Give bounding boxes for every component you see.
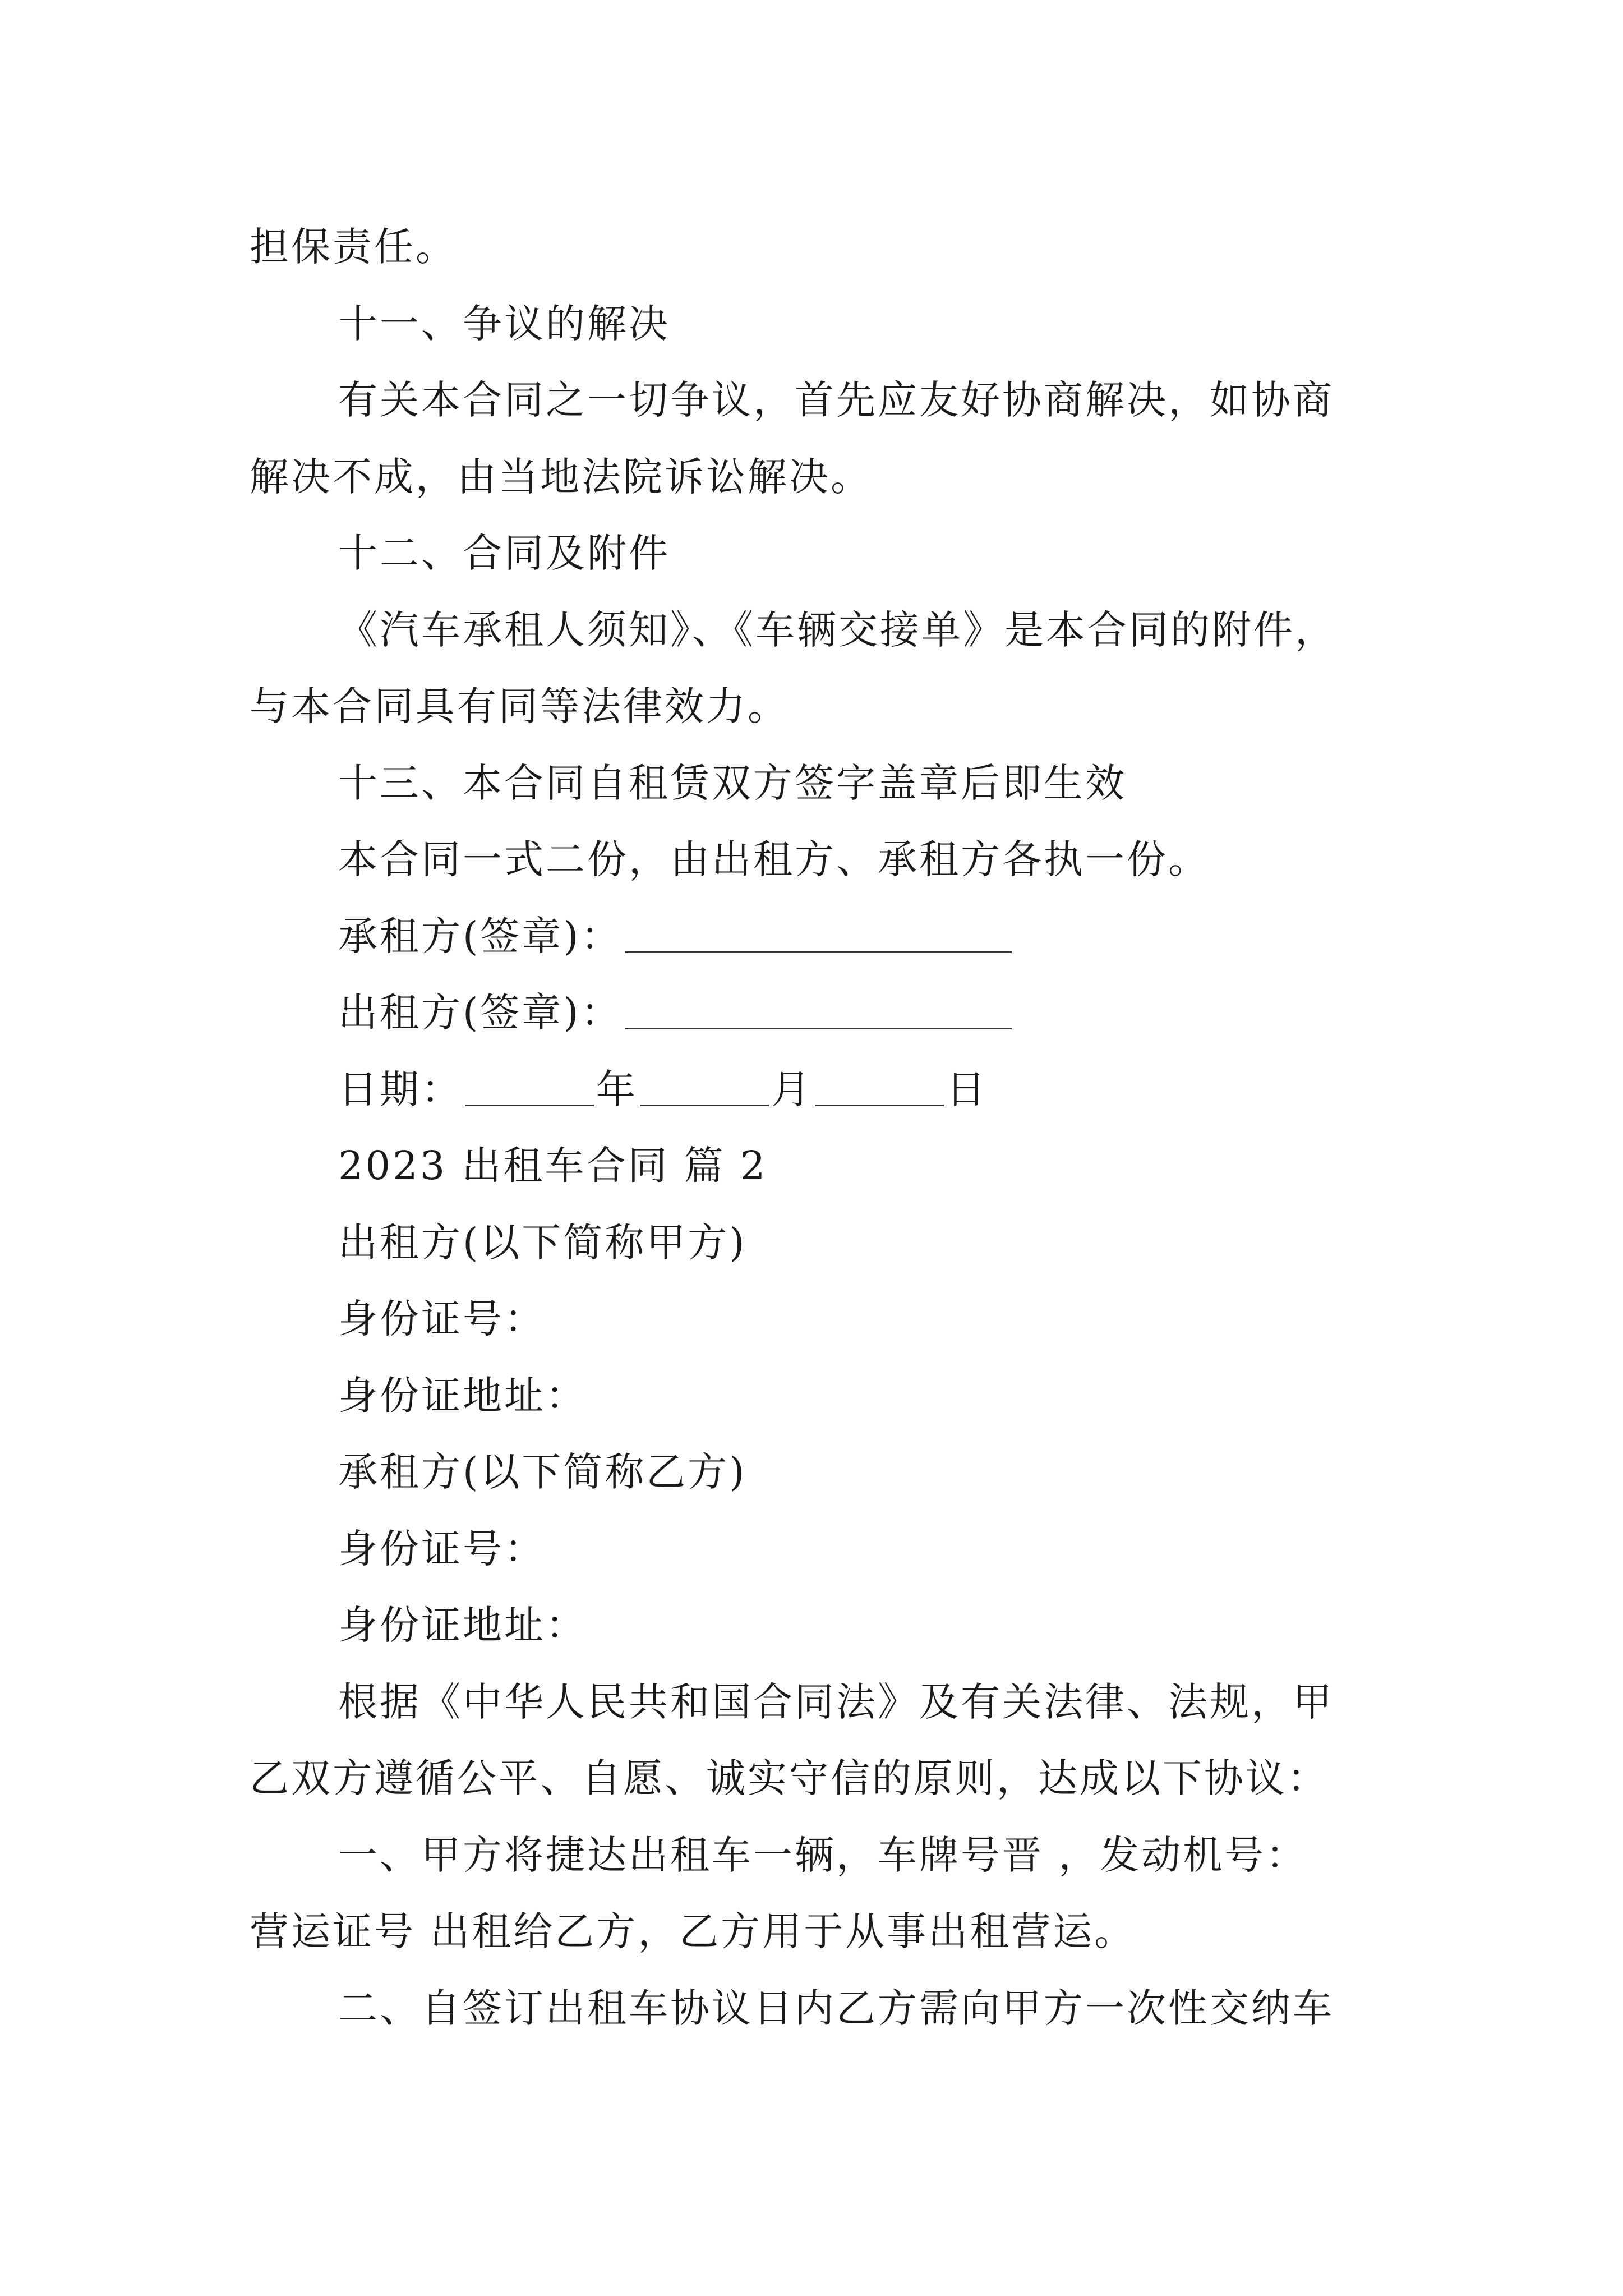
- lessee-id-address: 身份证地址：: [338, 1602, 587, 1648]
- lessee-signature-label: 承租方(签章)：: [338, 913, 623, 959]
- clause-2-line: 二、自签订出租车协议日内乙方需向甲方一次性交纳车: [338, 1985, 1334, 2031]
- month-blank: [640, 1065, 769, 1106]
- paragraph-line: 《汽车承租人须知》、《车辆交接单》是本合同的附件，: [338, 606, 1336, 653]
- year-label: 年: [596, 1066, 638, 1112]
- clause-1-line: 营运证号 出租给乙方，乙方用于从事出租营运。: [250, 1908, 1136, 1954]
- lessor-signature-label: 出租方(签章)：: [338, 990, 623, 1036]
- contract-title-part2: 2023 出租车合同 篇 2: [338, 1143, 768, 1189]
- paragraph-line: 乙双方遵循公平、自愿、诚实守信的原则，达成以下协议：: [250, 1755, 1329, 1801]
- paragraph-line: 解决不成，由当地法院诉讼解决。: [250, 453, 872, 500]
- lessee-signature-blank: [625, 912, 1012, 953]
- clause-1-line: 一、甲方将捷达出租车一辆，车牌号晋 ，发动机号：: [338, 1832, 1308, 1878]
- section-heading-13: 十三、本合同自租赁双方签字盖章后即生效: [338, 760, 1127, 806]
- date-line: [250, 1051, 1382, 1128]
- lessee-id-number: 身份证号：: [338, 1525, 546, 1572]
- paragraph-line: 有关本合同之一切争议，首先应友好协商解决，如协商: [338, 377, 1334, 423]
- paragraph-line: 担保责任。: [250, 224, 457, 270]
- section-heading-11: 十一、争议的解决: [338, 300, 670, 347]
- lessor-id-address: 身份证地址：: [338, 1372, 587, 1419]
- lessor-heading: 出租方(以下简称甲方): [338, 1219, 747, 1266]
- date-label: 日期：: [338, 1066, 463, 1112]
- paragraph-line: 与本合同具有同等法律效力。: [250, 683, 789, 729]
- document-body: [250, 209, 1382, 2046]
- paragraph-line: 本合同一式二份，由出租方、承租方各执一份。: [338, 836, 1210, 882]
- day-blank: [815, 1065, 944, 1106]
- month-label: 月: [771, 1066, 813, 1112]
- lessor-signature-blank: [625, 988, 1012, 1029]
- lessor-id-number: 身份证号：: [338, 1296, 546, 1342]
- lessor-signature-line: [250, 974, 1382, 1051]
- day-label: 日: [946, 1066, 988, 1112]
- year-blank: [465, 1065, 594, 1106]
- section-heading-12: 十二、合同及附件: [338, 530, 670, 576]
- lessee-signature-line: [250, 898, 1382, 975]
- lessee-heading: 承租方(以下简称乙方): [338, 1449, 747, 1495]
- paragraph-line: 根据《中华人民共和国合同法》及有关法律、法规，甲: [338, 1678, 1334, 1725]
